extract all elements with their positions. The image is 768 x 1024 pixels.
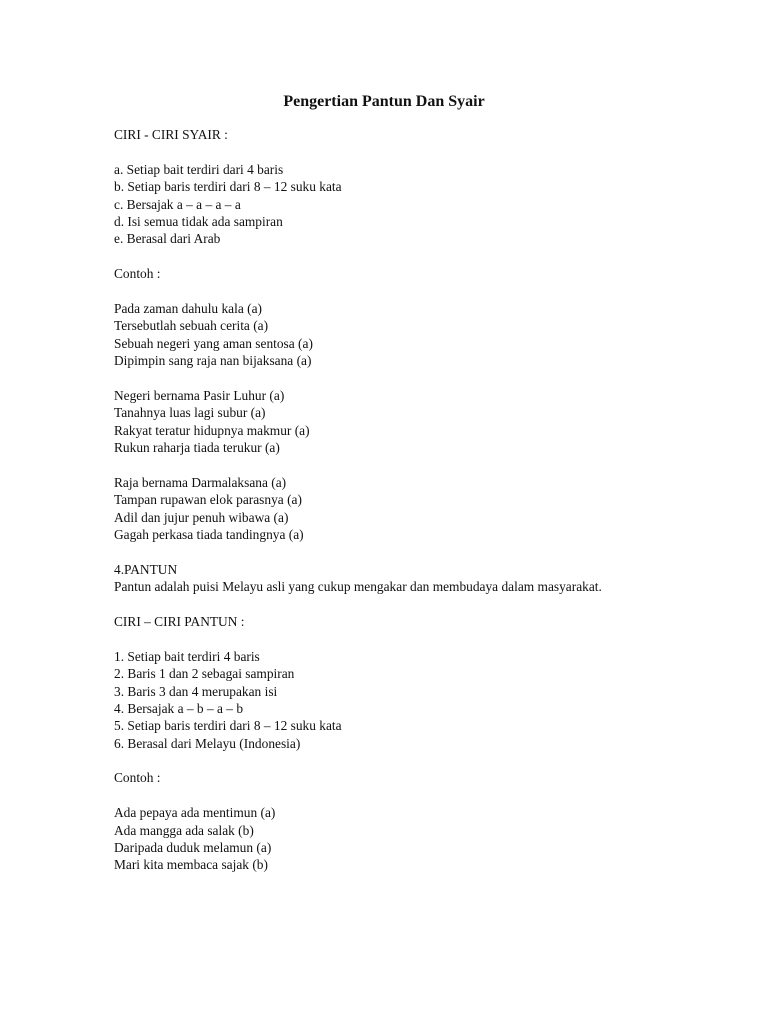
pantun-criterion: 3. Baris 3 dan 4 merupakan isi (114, 683, 278, 699)
pantun-ciri-heading-block (114, 613, 734, 630)
pantun-criterion: 4. Bersajak a – b – a – b (114, 700, 244, 716)
syair-example-label-block (114, 265, 734, 282)
syair-verse-line: Tanahnya luas lagi subur (a) (114, 405, 266, 421)
pantun-criteria-list (114, 648, 734, 752)
pantun-ciri-heading: CIRI – CIRI PANTUN : (114, 613, 245, 629)
pantun-criterion: 6. Berasal dari Melayu (Indonesia) (114, 735, 301, 751)
pantun-stanza (114, 804, 734, 874)
syair-heading: CIRI - CIRI SYAIR : (114, 127, 228, 142)
syair-criterion: c. Bersajak a – a – a – a (114, 196, 241, 212)
pantun-verse-line: Mari kita membaca sajak (b) (114, 857, 268, 873)
pantun-criterion: 2. Baris 1 dan 2 sebagai sampiran (114, 666, 295, 682)
pantun-verse-line: Ada pepaya ada mentimun (a) (114, 805, 276, 821)
syair-verse-line: Rukun raharja tiada terukur (a) (114, 440, 280, 456)
syair-verse-line: Tampan rupawan elok parasnya (a) (114, 492, 302, 508)
syair-verse-line: Raja bernama Darmalaksana (a) (114, 474, 287, 490)
pantun-verse-line: Daripada duduk melamun (a) (114, 840, 272, 856)
document-body (114, 126, 734, 874)
syair-criterion: b. Setiap baris terdiri dari 8 – 12 suku kata (114, 179, 342, 195)
pantun-criterion: 5. Setiap baris terdiri dari 8 – 12 suku kata (114, 718, 342, 734)
syair-stanza-3 (114, 474, 734, 544)
syair-criterion: a. Setiap bait terdiri dari 4 baris (114, 161, 284, 177)
syair-criterion: d. Isi semua tidak ada sampiran (114, 213, 283, 229)
pantun-intro-block (114, 561, 734, 596)
pantun-example-label-block (114, 769, 734, 786)
syair-verse-line: Negeri bernama Pasir Luhur (a) (114, 387, 285, 403)
syair-verse-line: Adil dan jujur penuh wibawa (a) (114, 509, 289, 525)
page-title: Pengertian Pantun Dan Syair (283, 93, 485, 110)
pantun-verse-line: Ada mangga ada salak (b) (114, 822, 254, 838)
syair-verse-line: Pada zaman dahulu kala (a) (114, 300, 262, 316)
syair-verse-line: Gagah perkasa tiada tandingnya (a) (114, 526, 304, 542)
syair-stanza-1 (114, 300, 734, 370)
syair-criteria-list (114, 161, 734, 248)
pantun-criterion: 1. Setiap bait terdiri 4 baris (114, 648, 260, 664)
syair-heading-block (114, 126, 734, 143)
syair-criterion: e. Berasal dari Arab (114, 231, 221, 247)
syair-verse-line: Sebuah negeri yang aman sentosa (a) (114, 335, 313, 351)
syair-example-label: Contoh : (114, 266, 161, 282)
syair-verse-line: Dipimpin sang raja nan bijaksana (a) (114, 353, 312, 369)
pantun-definition: Pantun adalah puisi Melayu asli yang cukup mengakar dan membudaya dalam masyarakat. (114, 579, 602, 595)
syair-stanza-2 (114, 387, 734, 457)
syair-verse-line: Rakyat teratur hidupnya makmur (a) (114, 422, 310, 438)
syair-verse-line: Tersebutlah sebuah cerita (a) (114, 318, 269, 334)
pantun-heading: 4.PANTUN (114, 561, 178, 577)
pantun-example-label: Contoh : (114, 770, 161, 786)
